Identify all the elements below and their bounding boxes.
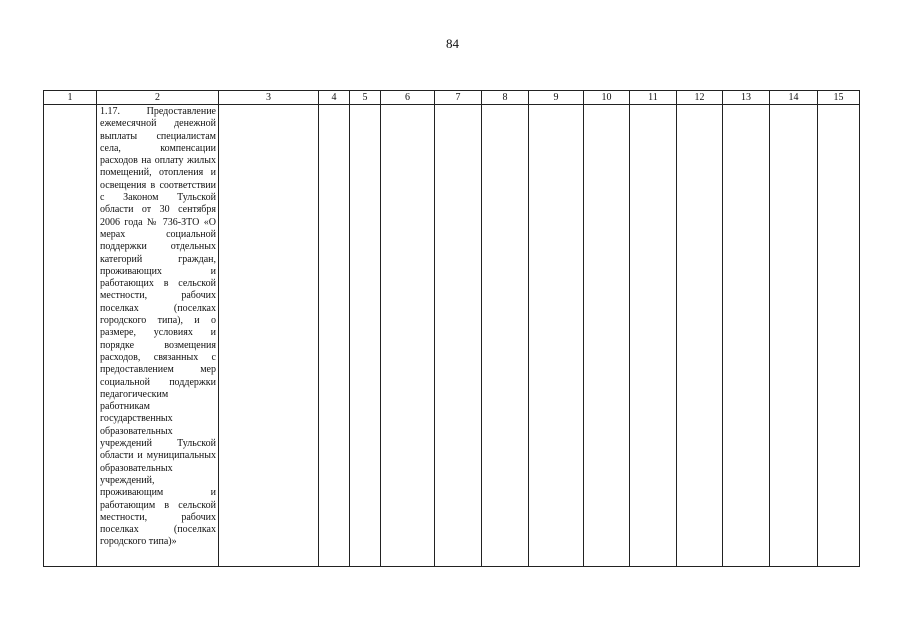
- column-header-3: 3: [219, 91, 319, 105]
- column-header-12: 12: [677, 91, 723, 105]
- column-header-9: 9: [529, 91, 584, 105]
- column-header-4: 4: [319, 91, 350, 105]
- column-header-8: 8: [482, 91, 529, 105]
- cell-col-6: [381, 105, 435, 567]
- cell-col-14: [770, 105, 818, 567]
- cell-col-10: [584, 105, 630, 567]
- column-header-7: 7: [435, 91, 482, 105]
- cell-col-8: [482, 105, 529, 567]
- cell-col-12: [677, 105, 723, 567]
- column-header-13: 13: [723, 91, 770, 105]
- cell-col-11: [630, 105, 677, 567]
- column-header-5: 5: [350, 91, 381, 105]
- document-table: [43, 90, 860, 567]
- column-header-2: 2: [97, 91, 219, 105]
- cell-description: [97, 105, 219, 567]
- cell-col-13: [723, 105, 770, 567]
- column-header-1: 1: [44, 91, 97, 105]
- column-header-14: 14: [770, 91, 818, 105]
- cell-col-5: [350, 105, 381, 567]
- cell-col-9: [529, 105, 584, 567]
- column-header-6: 6: [381, 91, 435, 105]
- column-header-15: 15: [818, 91, 860, 105]
- cell-col-1: [44, 105, 97, 567]
- table-row: [44, 105, 860, 567]
- column-header-11: 11: [630, 91, 677, 105]
- row-description: 1.17. Предоставление ежемесячной денежной выплаты специалистам села, компенсации расходов на оплату жилых помещений, отопления и освещения в соответствии с Законом Тульской области от 30 сентября 2006 года № 736-ЗТО «О мерах социальной поддержки отдельных категорий граждан, проживающих и работающих в сельской местности, рабочих поселках (поселках городского типа), и о размере, условиях и порядке возмещения расходов, связанных с предоставлением мер социальной поддержки педагогическим работникам государственных образовательных учреждений Тульской области и муниципальных образовательных учреждений, проживающим и работающим в сельской местности, рабочих поселках (поселках городского типа)»: [100, 106, 216, 548]
- cell-col-3: [219, 105, 319, 567]
- page-number: 84: [446, 36, 459, 51]
- cell-col-15: [818, 105, 860, 567]
- cell-col-7: [435, 105, 482, 567]
- cell-col-4: [319, 105, 350, 567]
- header-row: [44, 91, 860, 105]
- column-header-10: 10: [584, 91, 630, 105]
